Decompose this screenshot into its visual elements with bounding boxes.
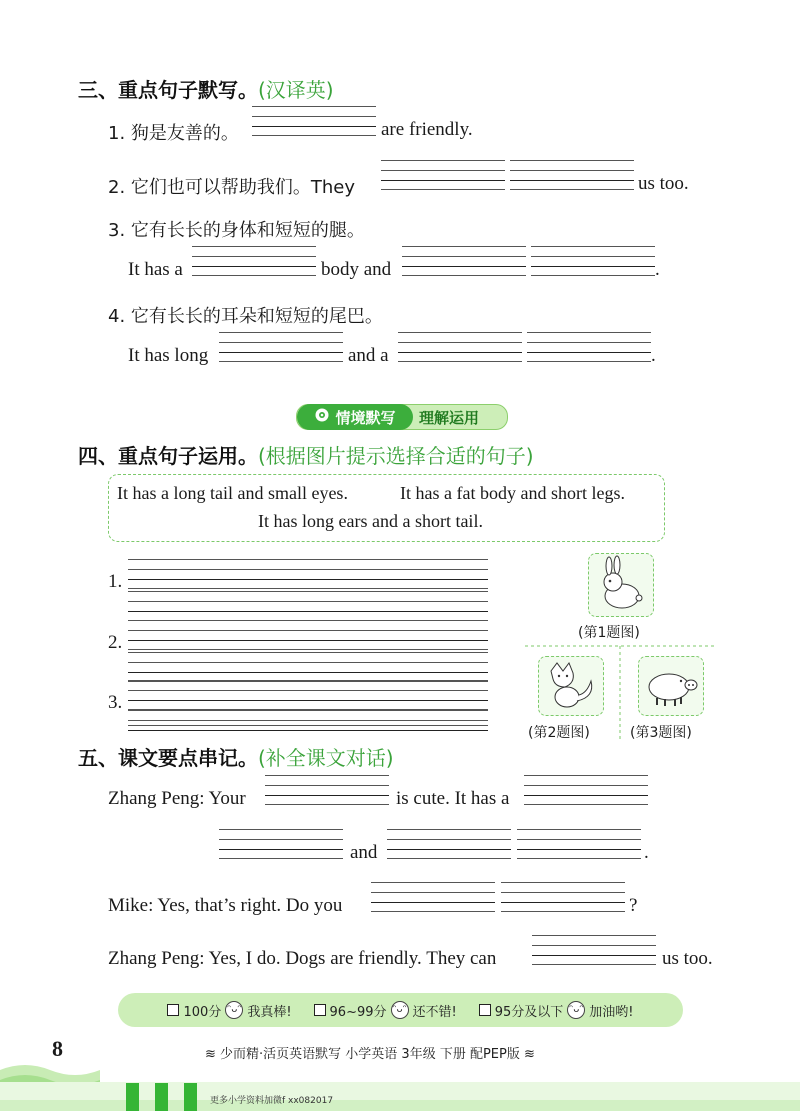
- flower-icon: [314, 407, 330, 427]
- dialog-blank-3[interactable]: [219, 829, 343, 859]
- banner-right-label: 理解运用: [419, 409, 480, 427]
- answer-2-number: 2.: [108, 632, 123, 653]
- dialog-line-1-mid: is cute. It has a: [396, 788, 510, 809]
- q3-mid: body and: [321, 259, 392, 280]
- q3-blank-3[interactable]: [531, 246, 655, 276]
- answer-3-row-b[interactable]: [128, 710, 488, 726]
- dialog-line-4-end: us too.: [662, 948, 713, 969]
- footer-contact: 更多小学资料加微f xx082017: [210, 1096, 334, 1106]
- dialog-blank-8[interactable]: [532, 935, 656, 965]
- dialog-line-3-end: ?: [629, 895, 638, 916]
- picture-divider: [525, 640, 715, 740]
- dialog-line-1-start: Zhang Peng: Your: [108, 788, 246, 809]
- q3-prompt: 3. 它有长长的身体和短短的腿。: [108, 220, 365, 241]
- picture-3-caption: (第3题图): [630, 725, 692, 741]
- q3-blank-1[interactable]: [192, 246, 316, 276]
- section-4-note: (根据图片提示选择合适的句子): [258, 444, 534, 468]
- dialog-line-4: Zhang Peng: Yes, I do. Dogs are friendly. They can: [108, 948, 497, 969]
- dialog-blank-7[interactable]: [501, 882, 625, 912]
- checkbox-icon[interactable]: [167, 1004, 179, 1016]
- score-option-3-label: 95分及以下: [494, 1004, 564, 1020]
- dialog-line-3: Mike: Yes, that’s right. Do you: [108, 895, 343, 916]
- hint-sentence-3: It has long ears and a short tail.: [258, 511, 483, 531]
- answer-2-row-b[interactable]: [128, 652, 488, 682]
- q1-tail: are friendly.: [381, 119, 473, 140]
- dialog-line-2-and: and: [350, 842, 378, 863]
- hint-sentence-1: It has a long tail and small eyes.: [117, 483, 348, 503]
- section-4-heading: [78, 440, 534, 469]
- hint-sentence-2: It has a fat body and short legs.: [400, 483, 625, 503]
- q1-prompt: 1. 狗是友善的。: [108, 123, 239, 144]
- picture-1-frame: [588, 553, 654, 617]
- score-option-2-text: 还不错!: [412, 1004, 457, 1020]
- q2-tail: us too.: [638, 173, 689, 194]
- q2-blank-1[interactable]: [381, 160, 505, 190]
- section-3-heading: [78, 74, 334, 103]
- dialog-blank-4[interactable]: [387, 829, 511, 859]
- score-option-2[interactable]: [314, 1001, 457, 1020]
- score-option-1-label: 100分: [183, 1004, 222, 1020]
- section-5-heading: [78, 742, 394, 771]
- answer-1-number: 1.: [108, 571, 123, 592]
- dialog-line-2-end: .: [644, 842, 649, 863]
- score-option-3-text: 加油哟!: [589, 1004, 634, 1020]
- q1-blank[interactable]: [252, 106, 376, 136]
- score-bar: [118, 993, 683, 1027]
- section-3-note: (汉译英): [258, 78, 334, 102]
- dialog-blank-2[interactable]: [524, 775, 648, 805]
- q3-start: It has a: [128, 259, 183, 280]
- cheer-face-icon: ᵔᴗᵔ: [567, 1001, 585, 1019]
- rabbit-icon: [589, 554, 653, 616]
- section-banner: [296, 404, 508, 430]
- score-option-1[interactable]: [167, 1001, 291, 1020]
- section-5-title: 五、课文要点串记。: [78, 746, 258, 770]
- footer-stripe: [126, 1083, 139, 1111]
- banner-left: [297, 404, 413, 430]
- q4-blank-2[interactable]: [398, 332, 522, 362]
- q4-mid: and a: [348, 345, 389, 366]
- picture-2-caption: (第2题图): [528, 725, 590, 741]
- smile-face-icon: ᵔᴗᵔ: [391, 1001, 409, 1019]
- page-number: 8: [52, 1036, 63, 1061]
- answer-2-row-a[interactable]: [128, 620, 488, 650]
- q3-end: .: [655, 259, 660, 280]
- q4-blank-1[interactable]: [219, 332, 343, 362]
- section-3-title: 三、重点句子默写。: [78, 78, 258, 102]
- dialog-blank-1[interactable]: [265, 775, 389, 805]
- footer-stripe: [155, 1083, 168, 1111]
- q4-end: .: [651, 345, 656, 366]
- answer-3-number: 3.: [108, 692, 123, 713]
- footer-wave: [0, 1060, 800, 1111]
- score-option-3[interactable]: [479, 1001, 634, 1020]
- q4-start: It has long: [128, 345, 209, 366]
- q4-prompt: 4. 它有长长的耳朵和短短的尾巴。: [108, 306, 383, 327]
- checkbox-icon[interactable]: [479, 1004, 491, 1016]
- q2-prompt: 2. 它们也可以帮助我们。They: [108, 177, 356, 198]
- q3-blank-2[interactable]: [402, 246, 526, 276]
- score-option-2-label: 96~99分: [329, 1004, 387, 1020]
- checkbox-icon[interactable]: [314, 1004, 326, 1016]
- section-4-title: 四、重点句子运用。: [78, 444, 258, 468]
- answer-3-row-a[interactable]: [128, 680, 488, 710]
- footer-book-title: ≋ 少而精·活页英语默写 小学英语 3年级 下册 配PEP版 ≋: [205, 1047, 535, 1062]
- dialog-blank-6[interactable]: [371, 882, 495, 912]
- banner-left-label: 情境默写: [335, 408, 396, 427]
- q4-blank-3[interactable]: [527, 332, 651, 362]
- answer-1-row-b[interactable]: [128, 591, 488, 621]
- footer-stripe: [184, 1083, 197, 1111]
- q2-blank-2[interactable]: [510, 160, 634, 190]
- section-5-note: (补全课文对话): [258, 746, 394, 770]
- answer-1-row-a[interactable]: [128, 559, 488, 589]
- score-option-1-text: 我真棒!: [247, 1004, 292, 1020]
- dialog-blank-5[interactable]: [517, 829, 641, 859]
- picture-1-caption: (第1题图): [578, 625, 640, 641]
- smile-face-icon: ᵔᴗᵔ: [225, 1001, 243, 1019]
